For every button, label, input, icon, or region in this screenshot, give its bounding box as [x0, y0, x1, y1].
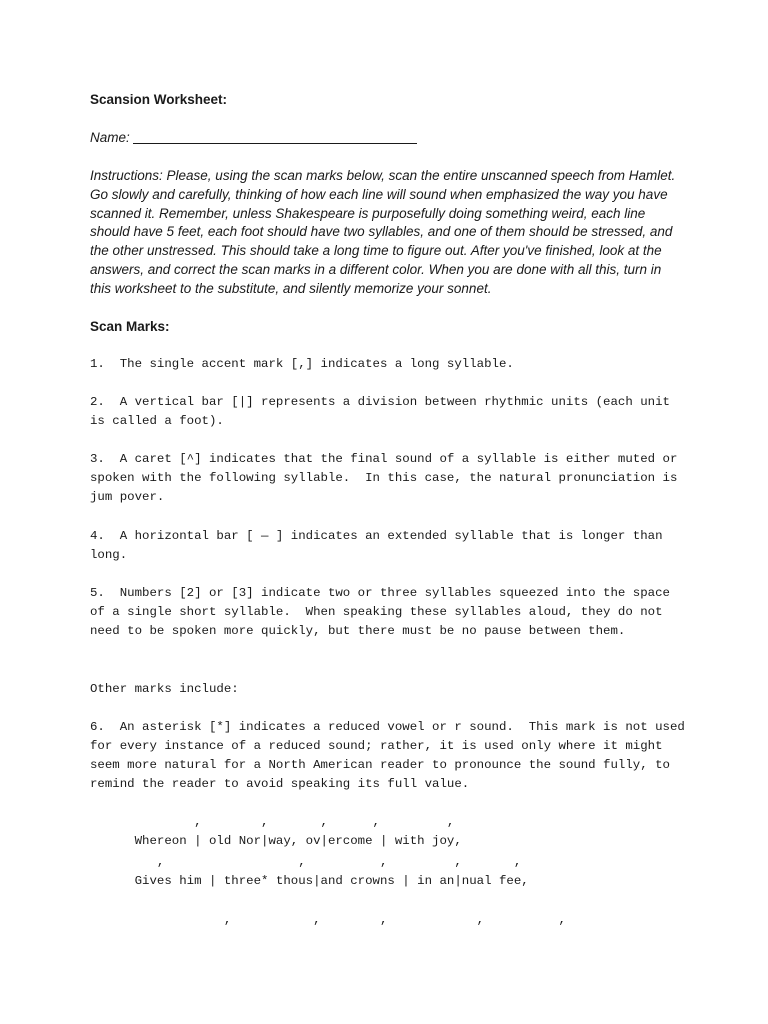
verse-line-2: Gives him | three* thous|and crowns | in an|nual fee, — [90, 874, 529, 888]
mark-item-1: 1. The single accent mark [,] indicates a long syllable. — [90, 357, 514, 371]
other-marks-label: Other marks include: — [90, 682, 239, 696]
verse-scan-marks-1: , , , , , — [90, 815, 455, 829]
instructions-paragraph: Instructions: Please, using the scan marks below, scan the entire unscanned speech from Hamlet. Go slowly and carefully, thinking of how each line will sound when emphasized the way you have scanned it. Remember, unless Shakespeare is purposefully doing something weird, each line should have 5 feet, each foot should have two syllables, and one of them should be stressed, and the other unstressed. This should take a long time to figure out. After you've finished, look at the answers, and correct the scan marks in a different color. When you are done with all this, turn in this worksheet to the substitute, and silently memorize your sonnet. — [90, 168, 676, 296]
verse-line-1: Whereon | old Nor|way, ov|ercome | with joy, — [90, 834, 462, 848]
mark-item-2: 2. A vertical bar [|] represents a division between rhythmic units (each unit is called a foot). — [90, 395, 678, 429]
name-blank-line[interactable] — [133, 131, 417, 144]
name-field-row — [90, 130, 417, 145]
name-label: Name: — [90, 130, 130, 145]
worksheet-title: Scansion Worksheet: — [90, 92, 228, 107]
mark-item-3: 3. A caret [^] indicates that the final sound of a syllable is either muted or spoken with the following syllable. In this case, the natural pronunciation is jum pover. — [90, 452, 685, 505]
verse-scan-marks-3: , , , , , — [90, 913, 566, 927]
mark-item-5: 5. Numbers [2] or [3] indicate two or three syllables squeezed into the space of a single short syllable. When speaking these syllables aloud, they do not need to be spoken more quickly, but there must be no pause between them. — [90, 586, 678, 639]
mark-item-6: 6. An asterisk [*] indicates a reduced vowel or r sound. This mark is not used for every instance of a reduced sound; rather, it is used only where it might seem more natural for a North American reader to pronounce the sound fully, to remind the reader to avoid speaking its full value. — [90, 720, 693, 792]
scan-marks-heading: Scan Marks: — [90, 319, 170, 334]
verse-scan-marks-2: , , , , , — [90, 855, 522, 869]
mark-item-4: 4. A horizontal bar [ — ] indicates an extended syllable that is longer than long. — [90, 529, 670, 563]
